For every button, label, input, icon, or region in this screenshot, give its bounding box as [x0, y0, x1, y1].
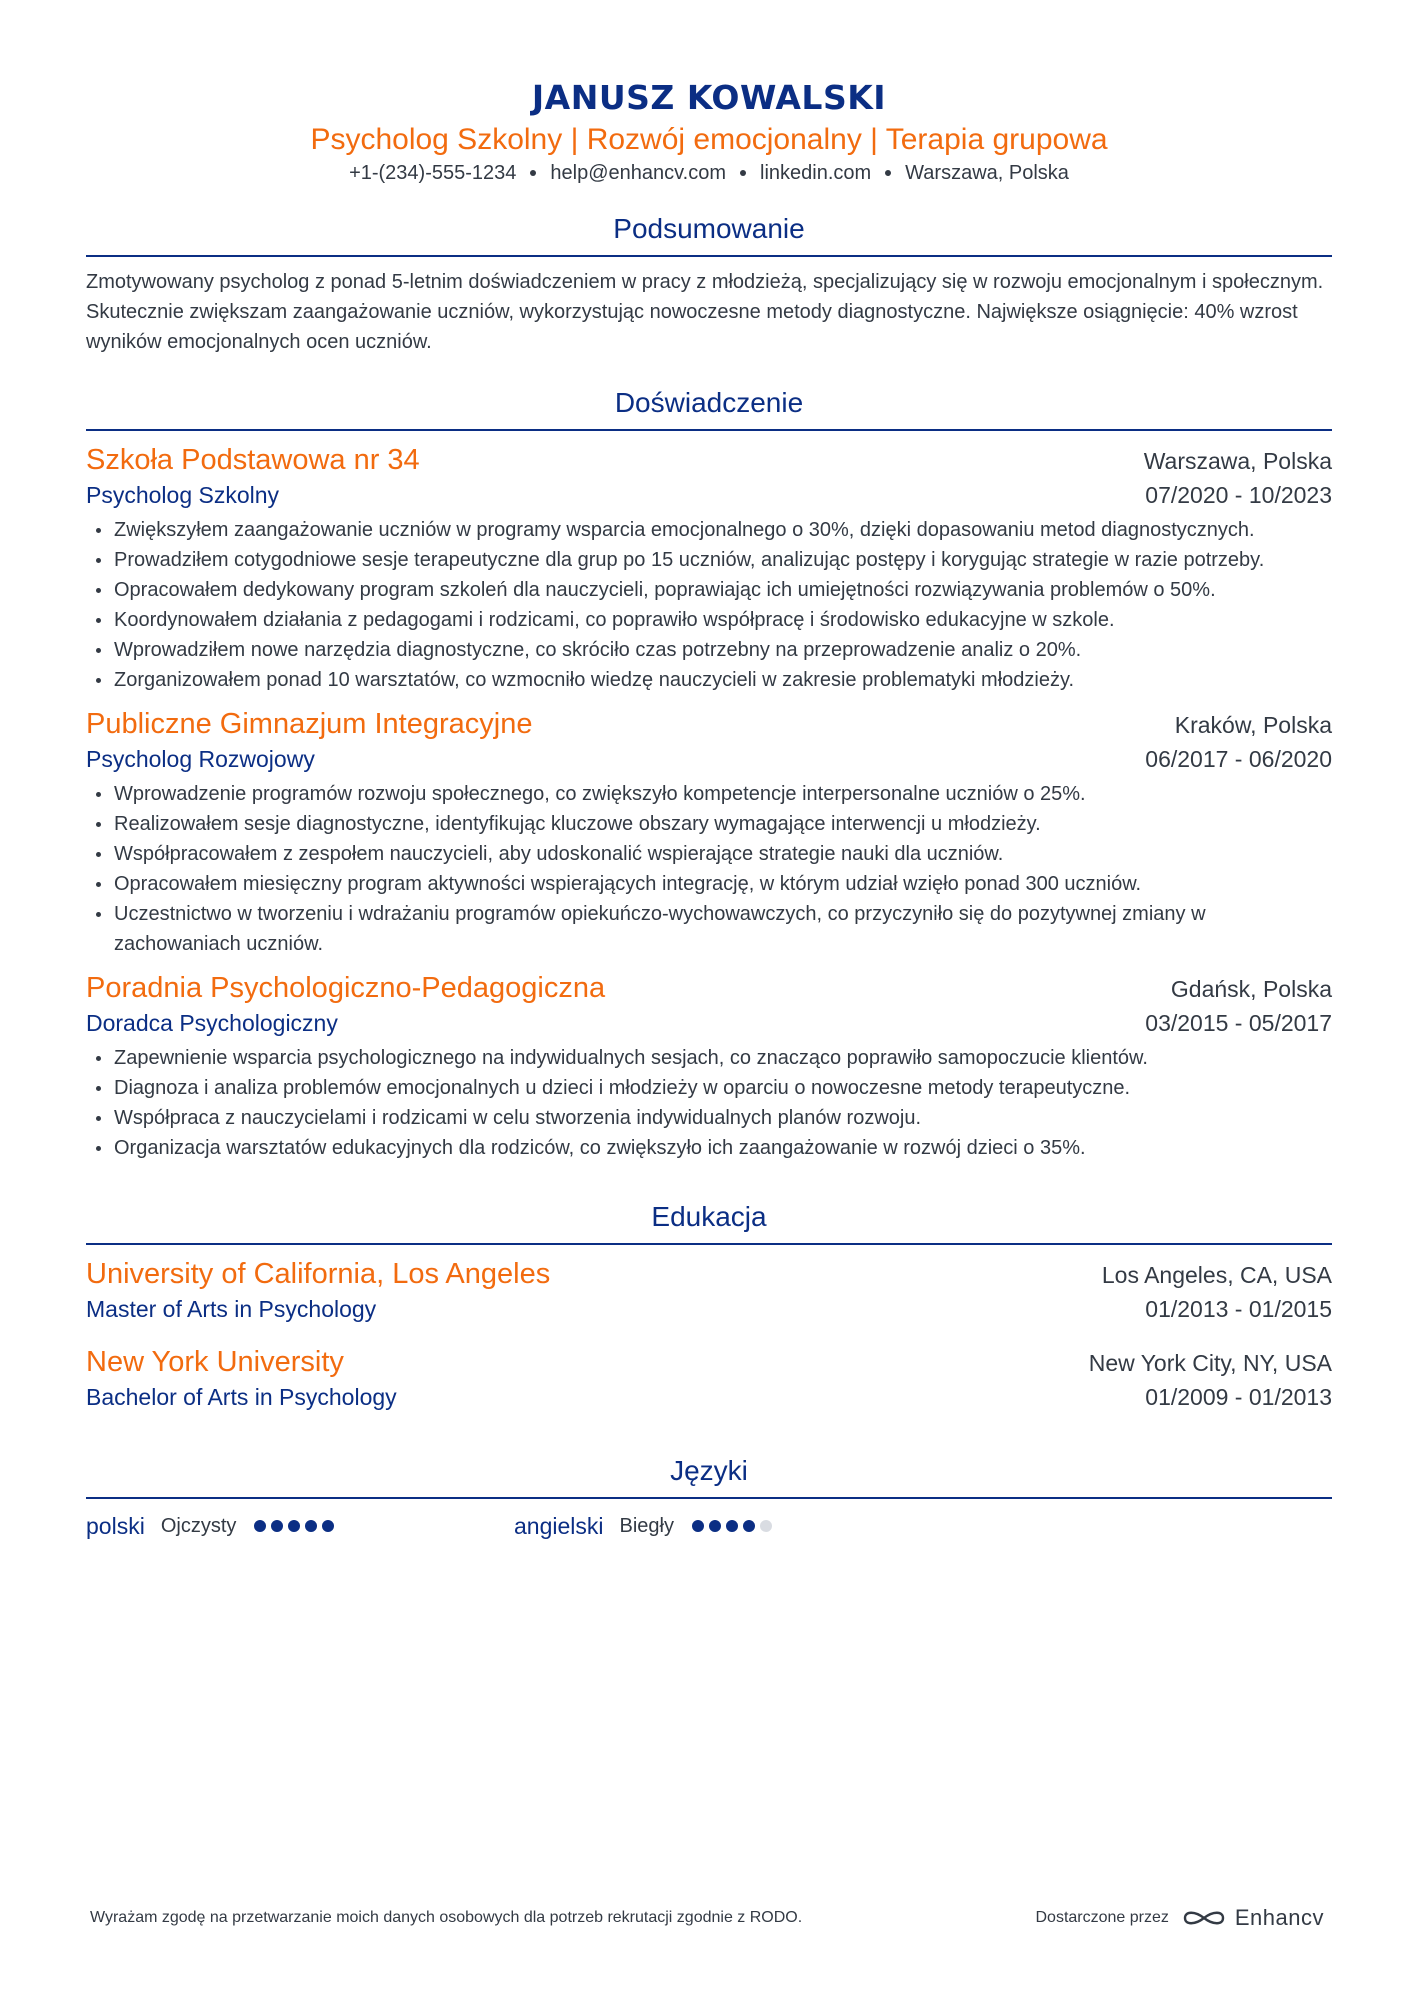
rating-dot-filled	[288, 1520, 300, 1532]
bullet-item: Realizowałem sesje diagnostyczne, identyfikując kluczowe obszary wymagające interwencji u młodzieży.	[86, 809, 1332, 839]
summary-section	[86, 211, 1332, 357]
language-rating	[254, 1520, 334, 1532]
section-divider	[86, 255, 1332, 257]
contact-phone: +1-(234)-555-1234	[349, 162, 517, 184]
experience-bullets	[86, 1043, 1332, 1163]
footer-brand	[1035, 1905, 1324, 1931]
education-entry	[86, 1343, 1332, 1413]
rating-dot-filled	[305, 1520, 317, 1532]
education-location: New York City, NY, USA	[1088, 1350, 1332, 1376]
rating-dot-empty	[760, 1520, 772, 1532]
experience-section	[86, 385, 1332, 1163]
experience-location: Kraków, Polska	[1174, 712, 1332, 738]
experience-organization: Publiczne Gimnazjum Integracyjne	[86, 708, 533, 740]
education-section	[86, 1199, 1332, 1413]
contact-email: help@enhancv.com	[550, 162, 726, 184]
candidate-name: JANUSZ KOWALSKI	[531, 78, 887, 117]
education-degree: Bachelor of Arts in Psychology	[86, 1384, 397, 1410]
rating-dot-filled	[254, 1520, 266, 1532]
language-name: angielski	[514, 1513, 604, 1539]
rating-dot-filled	[271, 1520, 283, 1532]
experience-bullets	[86, 779, 1332, 959]
section-divider	[86, 1243, 1332, 1245]
contact-separator	[740, 170, 746, 176]
experience-location: Gdańsk, Polska	[1170, 976, 1332, 1002]
rating-dot-filled	[692, 1520, 704, 1532]
section-title-education: Edukacja	[651, 1201, 767, 1232]
experience-organization: Szkoła Podstawowa nr 34	[86, 444, 420, 476]
bullet-item: Koordynowałem działania z pedagogami i rodzicami, co poprawiło współpracę i środowisko edukacyjne w szkole.	[86, 605, 1332, 635]
language-rating	[692, 1520, 772, 1532]
experience-entry	[86, 969, 1332, 1163]
bullet-item: Opracowałem miesięczny program aktywności wspierających integrację, w którym udział wzięło ponad 300 uczniów.	[86, 869, 1332, 899]
experience-organization: Poradnia Psychologiczno-Pedagogiczna	[86, 972, 606, 1004]
experience-entry	[86, 705, 1332, 959]
bullet-item: Prowadziłem cotygodniowe sesje terapeutyczne dla grup po 15 uczniów, analizując postępy i korygując strategie w razie potrzeby.	[86, 545, 1332, 575]
contact-linkedin: linkedin.com	[760, 162, 872, 184]
gdpr-consent: Wyrażam zgodę na przetwarzanie moich danych osobowych dla potrzeb rekrutacji zgodnie z RODO.	[90, 1909, 803, 1926]
education-school: New York University	[86, 1346, 344, 1378]
education-school: University of California, Los Angeles	[86, 1258, 551, 1290]
bullet-item: Uczestnictwo w tworzeniu i wdrażaniu programów opiekuńczo-wychowawczych, co przyczyniło się do pozytywnej zmiany w zachowaniach uczniów.	[86, 899, 1332, 959]
experience-date: 03/2015 - 05/2017	[1145, 1010, 1332, 1036]
bullet-item: Diagnoza i analiza problemów emocjonalnych u dzieci i młodzieży w oparciu o nowoczesne metody terapeutyczne.	[86, 1073, 1332, 1103]
language-level: Ojczysty	[160, 1515, 237, 1537]
experience-bullets	[86, 515, 1332, 695]
rating-dot-filled	[322, 1520, 334, 1532]
language-item	[86, 1511, 514, 1541]
language-item	[514, 1511, 772, 1541]
section-divider	[86, 429, 1332, 431]
bullet-item: Organizacja warsztatów edukacyjnych dla rodziców, co zwiększyło ich zaangażowanie w rozwój dzieci o 35%.	[86, 1133, 1332, 1163]
bullet-item: Wprowadziłem nowe narzędzia diagnostyczne, co skróciło czas potrzebny na przeprowadzenie analiz o 20%.	[86, 635, 1332, 665]
experience-date: 07/2020 - 10/2023	[1145, 482, 1332, 508]
rating-dot-filled	[726, 1520, 738, 1532]
summary-text: Zmotywowany psycholog z ponad 5-letnim doświadczeniem w pracy z młodzieżą, specjalizujący się w rozwoju emocjonalnym i społecznym. Skutecznie zwiększam zaangażowanie uczniów, wykorzystując nowoczesne metody diagnostyczne. Największe osiągnięcie: 40% wzrost wyników emocjonalnych ocen uczniów.	[86, 271, 1324, 353]
section-divider	[86, 1497, 1332, 1499]
bullet-item: Współpraca z nauczycielami i rodzicami w celu stworzenia indywidualnych planów rozwoju.	[86, 1103, 1332, 1133]
section-title-summary: Podsumowanie	[613, 213, 805, 244]
bullet-item: Współpracowałem z zespołem nauczycieli, aby udoskonalić wspierające strategie nauki dla uczniów.	[86, 839, 1332, 869]
education-location: Los Angeles, CA, USA	[1101, 1262, 1332, 1288]
experience-role: Psycholog Rozwojowy	[86, 746, 315, 772]
bullet-item: Zapewnienie wsparcia psychologicznego na indywidualnych sesjach, co znacząco poprawiło samopoczucie klientów.	[86, 1043, 1332, 1073]
bullet-item: Zorganizowałem ponad 10 warsztatów, co wzmocniło wiedzę nauczycieli w zakresie problematyki młodzieży.	[86, 665, 1332, 695]
education-date: 01/2013 - 01/2015	[1145, 1296, 1332, 1322]
languages-row	[86, 1511, 1332, 1541]
language-name: polski	[86, 1513, 145, 1539]
section-title-languages: Języki	[670, 1455, 748, 1486]
resume-header	[86, 0, 1332, 187]
education-date: 01/2009 - 01/2013	[1145, 1384, 1332, 1410]
experience-date: 06/2017 - 06/2020	[1145, 746, 1332, 772]
rating-dot-filled	[743, 1520, 755, 1532]
section-title-experience: Doświadczenie	[614, 387, 804, 418]
languages-section	[86, 1453, 1332, 1541]
resume-page	[86, 0, 1332, 1995]
experience-location: Warszawa, Polska	[1143, 448, 1332, 474]
contact-separator	[885, 170, 891, 176]
education-entry	[86, 1255, 1332, 1325]
enhancv-brand-name: Enhancv	[1234, 1905, 1324, 1930]
experience-role: Psycholog Szkolny	[86, 482, 280, 508]
bullet-item: Opracowałem dedykowany program szkoleń dla nauczycieli, poprawiając ich umiejętności rozwiązywania problemów o 50%.	[86, 575, 1332, 605]
bullet-item: Zwiększyłem zaangażowanie uczniów w programy wsparcia emocjonalnego o 30%, dzięki dopasowaniu metod diagnostycznych.	[86, 515, 1332, 545]
contact-line	[86, 159, 1332, 187]
education-degree: Master of Arts in Psychology	[86, 1296, 377, 1322]
experience-entry	[86, 441, 1332, 695]
page-footer	[90, 1905, 1324, 1931]
contact-separator	[530, 170, 536, 176]
provided-by-label: Dostarczone przez	[1035, 1909, 1169, 1926]
language-level: Biegły	[619, 1515, 674, 1537]
candidate-title: Psycholog Szkolny | Rozwój emocjonalny | Terapia grupowa	[310, 123, 1108, 156]
enhancv-logo-icon	[1181, 1906, 1227, 1930]
rating-dot-filled	[709, 1520, 721, 1532]
contact-location: Warszawa, Polska	[905, 162, 1069, 184]
experience-role: Doradca Psychologiczny	[86, 1010, 338, 1036]
bullet-item: Wprowadzenie programów rozwoju społecznego, co zwiększyło kompetencje interpersonalne uczniów o 25%.	[86, 779, 1332, 809]
